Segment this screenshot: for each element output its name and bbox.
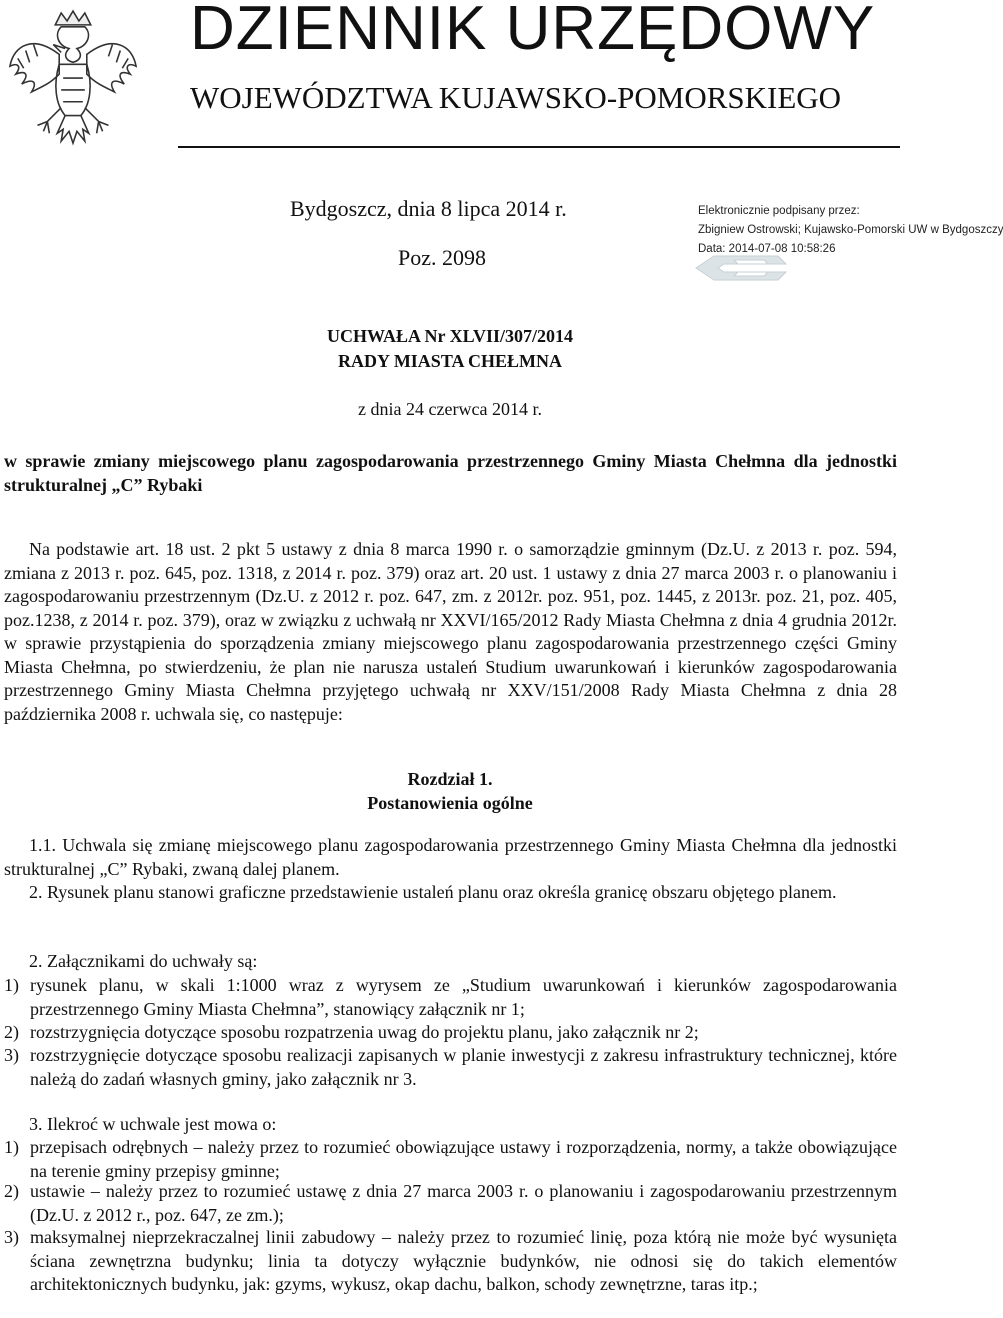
chapter-number: Rozdział 1. (407, 769, 493, 789)
list-item-text: rozstrzygnięcia dotyczące sposobu rozpatrzenia uwag do projektu planu, jako załącznik nr 2; (30, 1022, 699, 1042)
paragraph-2-intro: 2. Załącznikami do uchwały są: (29, 951, 258, 971)
paragraph-1-section-1: 1.1. Uchwala się zmianę miejscowego planu zagospodarowania przestrzennego Gminy Miasta Chełmna dla jednostki strukturalnej „C” Rybaki, zwaną dalej planem. (4, 835, 897, 879)
paragraph-3-intro: 3. Ilekroć w uchwale jest mowa o: (29, 1114, 277, 1134)
resolution-title: UCHWAŁA Nr XLVII/307/2014 (326, 326, 574, 346)
signature-date: Data: 2014-07-08 10:58:26 (698, 243, 836, 255)
resolution-council: RADY MIASTA CHEŁMNA (337, 351, 562, 371)
list-item (4, 974, 897, 1021)
list-item-text: maksymalnej nieprzekraczalnej linii zabudowy – należy przez to rozumieć linię, poza którą nie może być wysunięta ściana zewnętrzna budynku; linia ta dotyczy wyłącznie budynków, nie odnosi się do takich elementów architektonicznych budynku, jak: gzyms, wykusz, okap dachu, balkon, schody zewnętrzne, taras itp.; (30, 1227, 897, 1294)
list-item (4, 1044, 897, 1091)
eagle-emblem (4, 4, 142, 164)
list-item-text: ustawie – należy przez to rozumieć ustawę z dnia 27 marca 2003 r. o planowaniu i zagospodarowaniu przestrzennym (Dz.U. z 2012 r., poz. 647, ze zm.); (30, 1181, 897, 1225)
chapter-title: Postanowienia ogólne (367, 793, 533, 813)
resolution-subject: w sprawie zmiany miejscowego planu zagospodarowania przestrzennego Gminy Miasta Chełmna dla jednostki strukturalnej „C” Rybaki (4, 451, 897, 495)
list-item (4, 1180, 897, 1227)
list-item-number: 2) (4, 1181, 19, 1201)
resolution-date: z dnia 24 czerwca 2014 r. (358, 399, 542, 419)
list-item-number: 1) (4, 1137, 19, 1157)
list-item-text: rysunek planu, w skali 1:1000 wraz z wyrysem ze „Studium uwarunkowań i kierunków zagospodarowania przestrzennego Gminy Miasta Chełmna”, stanowiący załącznik nr 1; (30, 975, 897, 1019)
list-item (4, 1136, 897, 1183)
list-item-number: 1) (4, 975, 19, 995)
signature-signer: Zbigniew Ostrowski; Kujawsko-Pomorski UW w Bydgoszczy (698, 224, 1003, 236)
list-item (4, 1021, 897, 1045)
position-number: Poz. 2098 (398, 245, 486, 270)
signature-label: Elektronicznie podpisany przez: (698, 205, 860, 217)
preamble-paragraph: Na podstawie art. 18 ust. 2 pkt 5 ustawy z dnia 8 marca 1990 r. o samorządzie gminnym (Dz.U. z 2013 r. poz. 594, zmiana z 2013 r. poz. 645, poz. 1318, z 2014 r. poz. 379) oraz art. 20 ust. 1 ustawy z dnia 27 marca 2003 r. o planowaniu i zagospodarowaniu przestrzennym (Dz.U. z 2012 r. poz. 647, zm. z 2012r. poz. 951, poz. 1445, z 2013r. poz. 21, poz. 405, poz.1238, z 2014 r. poz. 379), oraz w związku z uchwałą nr XXVI/165/2012 Rady Miasta Chełmna z dnia 4 grudnia 2012r. w sprawie przystąpienia do sporządzenia zmiany miejscowego planu zagospodarowania przestrzennego części Gminy Miasta Chełmna, po stwierdzeniu, że plan nie narusza ustaleń Studium uwarunkowań i kierunków zagospodarowania przestrzennego Gminy Miasta Chełmna przyjętego uchwałą nr XXV/151/2008 Rady Miasta Chełmna z dnia 28 października 2008 r. uchwala się, co następuje: (4, 539, 897, 724)
list-item-text: rozstrzygnięcie dotyczące sposobu realizacji zapisanych w planie inwestycji z zakresu infrastruktury technicznej, które należą do zadań własnych gminy, jako załącznik nr 3. (30, 1045, 897, 1089)
signature-stamp-icon (694, 250, 786, 286)
gazette-subtitle: WOJEWÓDZTWA KUJAWSKO-POMORSKIEGO (190, 80, 842, 115)
list-item-number: 2) (4, 1022, 19, 1042)
paragraph-1-section-2: 2. Rysunek planu stanowi graficzne przedstawienie ustaleń planu oraz określa granicę obszaru objętego planem. (29, 882, 837, 902)
publication-place-date: Bydgoszcz, dnia 8 lipca 2014 r. (290, 196, 567, 221)
electronic-signature (694, 198, 1003, 290)
gazette-title: DZIENNIK URZĘDOWY (190, 0, 876, 63)
header-divider (178, 146, 900, 148)
list-item-number: 3) (4, 1045, 19, 1065)
list-item-text: przepisach odrębnych – należy przez to rozumieć obowiązujące ustawy i rozporządzenia, normy, a także obowiązujące na terenie gminy przepisy gminne; (30, 1137, 897, 1181)
list-item (4, 1226, 897, 1297)
list-item-number: 3) (4, 1227, 19, 1247)
